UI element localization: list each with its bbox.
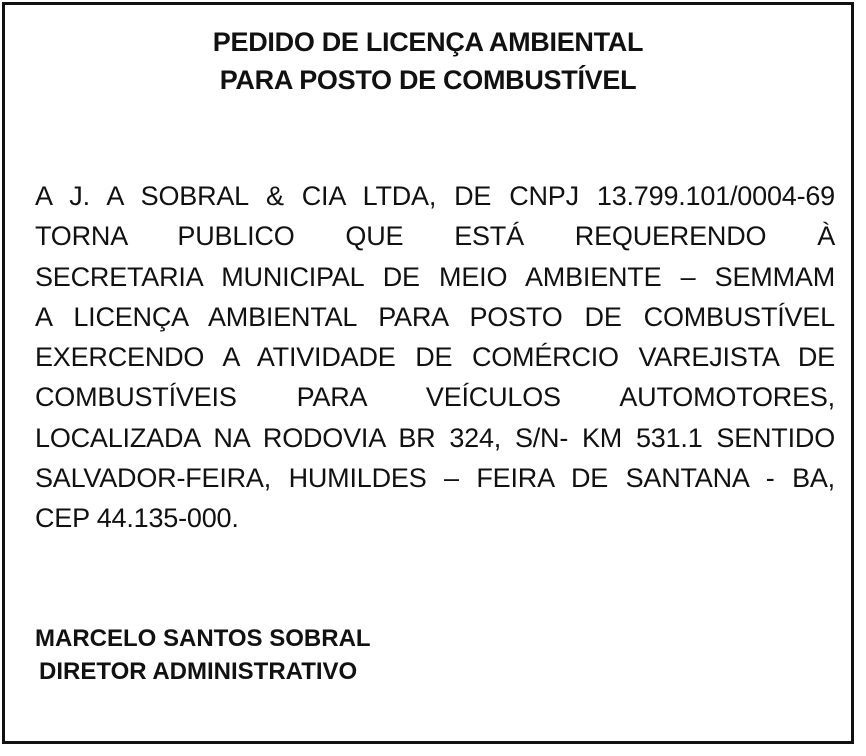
notice-title [5,23,851,99]
notice-body-line: TORNA PUBLICO QUE ESTÁ REQUERENDO À [35,221,835,252]
notice-frame [2,2,854,744]
notice-body-line: SALVADOR-FEIRA, HUMILDES – FEIRA DE SANTANA - BA, [35,463,835,494]
notice-title-line-2: PARA POSTO DE COMBUSTÍVEL [219,65,637,95]
signature-name: MARCELO SANTOS SOBRAL [35,625,371,652]
notice-body-line: LOCALIZADA NA RODOVIA BR 324, S/N- KM 531.1 SENTIDO [35,422,835,453]
notice-body-line: A J. A SOBRAL & CIA LTDA, DE CNPJ 13.799.101/0004-69 [35,181,835,211]
notice-body-line: SECRETARIA MUNICIPAL DE MEIO AMBIENTE – SEMMAM [35,261,835,292]
notice-body-line: EXERCENDO A ATIVIDADE DE COMÉRCIO VAREJISTA DE [35,342,835,373]
signature-role: DIRETOR ADMINISTRATIVO [39,658,358,685]
notice-body-line: COMBUSTÍVEIS PARA VEÍCULOS AUTOMOTORES, [35,382,835,413]
notice-body-line: A LICENÇA AMBIENTAL PARA POSTO DE COMBUSTÍVEL [35,301,835,332]
notice-body [35,176,835,539]
signature-block [35,622,371,688]
notice-body-line: CEP 44.135-000. [35,503,239,534]
notice-title-line-1: PEDIDO DE LICENÇA AMBIENTAL [212,27,644,57]
